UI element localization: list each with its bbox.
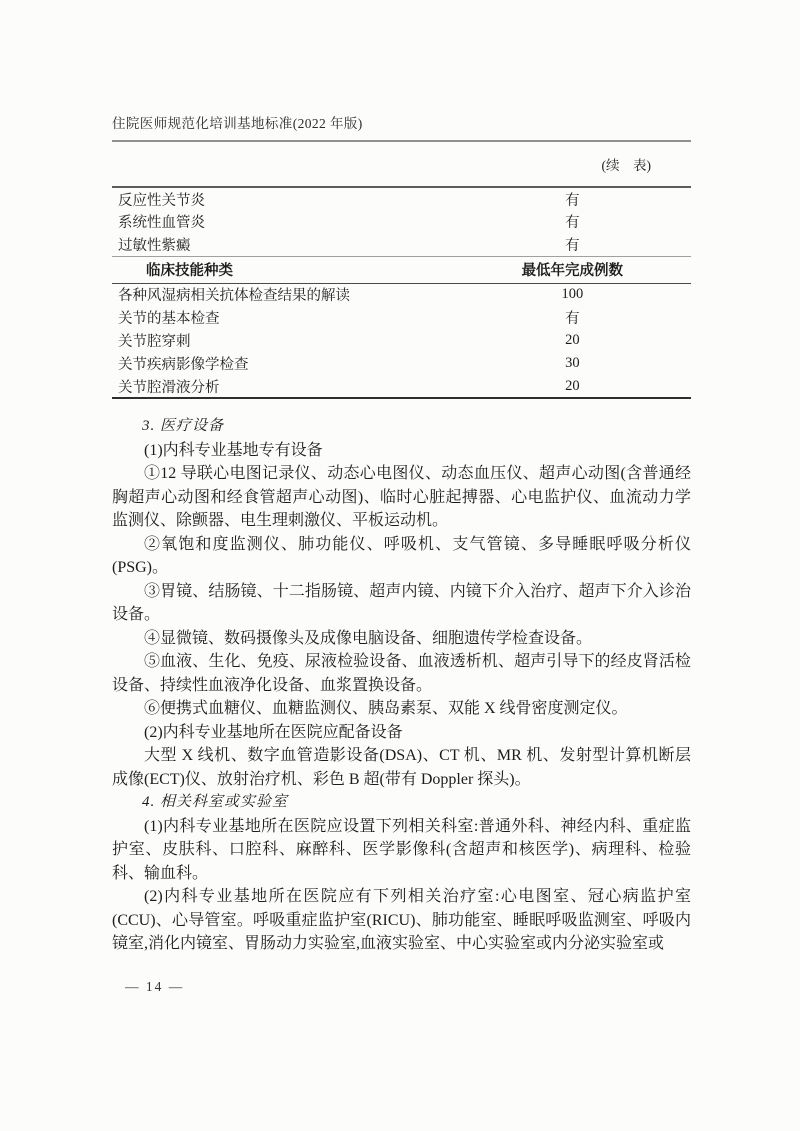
running-head-title: 住院医师规范化培训基地标准(2022 年版) <box>112 116 363 131</box>
requirement-value: 有 <box>565 192 580 209</box>
paragraph: ⑥便携式血糖仪、血糖监测仪、胰岛素泵、双能 X 线骨密度测定仪。 <box>144 700 628 717</box>
table-continued-label: (续 表) <box>601 158 651 173</box>
paragraph: ①12 导联心电图记录仪、动态心电图仪、动态血压仪、超声心动图(含普通经胸超声心动图和经食管超声心动图)、临时心脏起搏器、心电监护仪、血流动力学监测仪、除颤器、电生理刺激仪、平板运动机。 <box>112 465 691 529</box>
paragraph: (2)内科专业基地所在医院应配备设备 <box>144 723 403 741</box>
table-row <box>112 375 691 398</box>
disease-label: 反应性关节炎 <box>118 192 205 209</box>
skill-label: 各种风湿病相关抗体检查结果的解读 <box>118 288 350 305</box>
paragraph: ③胃镜、结肠镜、十二指肠镜、超声内镜、内镜下介入治疗、超声下介入诊治设备。 <box>112 582 691 623</box>
table-row <box>112 210 691 233</box>
column-header-skill: 临床技能种类 <box>112 256 454 283</box>
min-cases-value: 30 <box>565 355 580 371</box>
requirement-value: 有 <box>565 215 580 231</box>
skill-label: 关节腔滑液分析 <box>118 379 220 396</box>
paragraph: 大型 X 线机、数字血管造影设备(DSA)、CT 机、MR 机、发射型计算机断层成像(ECT)仪、放射治疗机、彩色 B 超(带有 Doppler 探头)。 <box>112 747 691 788</box>
skill-label: 关节疾病影像学检查 <box>118 357 249 373</box>
paragraph: (1)内科专业基地所在医院应设置下列相关科室:普通外科、神经内科、重症监护室、皮肤科、口腔科、麻醉科、医学影像科(含超声和核医学)、病理科、检验科、输血科。 <box>112 817 691 882</box>
table-row <box>112 329 691 352</box>
table-row <box>112 283 691 306</box>
table-row <box>112 306 691 329</box>
body-text <box>112 415 691 956</box>
disease-label: 过敏性紫癜 <box>118 237 191 254</box>
min-cases-value: 100 <box>561 286 584 303</box>
paragraph: ⑤血液、生化、免疫、尿液检验设备、血液透析机、超声引导下的经皮肾活检设备、持续性血液净化设备、血浆置换设备。 <box>112 653 691 694</box>
paragraph: (1)内科专业基地专有设备 <box>144 441 323 459</box>
min-cases-value: 有 <box>565 311 580 327</box>
table-header-row <box>112 256 691 283</box>
paragraph: ④显微镜、数码摄像头及成像电脑设备、细胞遗传学检查设备。 <box>144 629 593 647</box>
min-cases-value: 20 <box>565 377 580 394</box>
section-heading-related-departments: 4. 相关科室或实验室 <box>142 794 289 810</box>
skill-label: 关节腔穿刺 <box>118 334 191 350</box>
disease-label: 系统性血管炎 <box>118 215 205 231</box>
paragraph: ②氧饱和度监测仪、肺功能仪、呼吸机、支气管镜、多导睡眠呼吸分析仪(PSG)。 <box>112 535 691 576</box>
table-row <box>112 233 691 256</box>
section-heading-medical-equipment: 3. 医疗设备 <box>142 418 225 434</box>
min-cases-value: 20 <box>565 332 580 348</box>
page-number: — 14 — <box>125 979 185 994</box>
clinical-skills-table <box>112 186 691 399</box>
requirement-value: 有 <box>565 237 580 254</box>
header-rule <box>112 140 691 142</box>
table-row <box>112 187 691 210</box>
document-page <box>112 0 691 956</box>
paragraph: (2)内科专业基地所在医院应有下列相关治疗室:心电图室、冠心病监护室(CCU)、心导管室。呼吸重症监护室(RICU)、肺功能室、睡眠呼吸监测室、呼吸内镜室,消化内镜室、胃肠动力实验室,血液实验室、中心实验室或内分泌实验室或 <box>112 888 691 952</box>
column-header-min-cases: 最低年完成例数 <box>454 256 691 283</box>
table-row <box>112 352 691 375</box>
skill-label: 关节的基本检查 <box>118 311 220 327</box>
